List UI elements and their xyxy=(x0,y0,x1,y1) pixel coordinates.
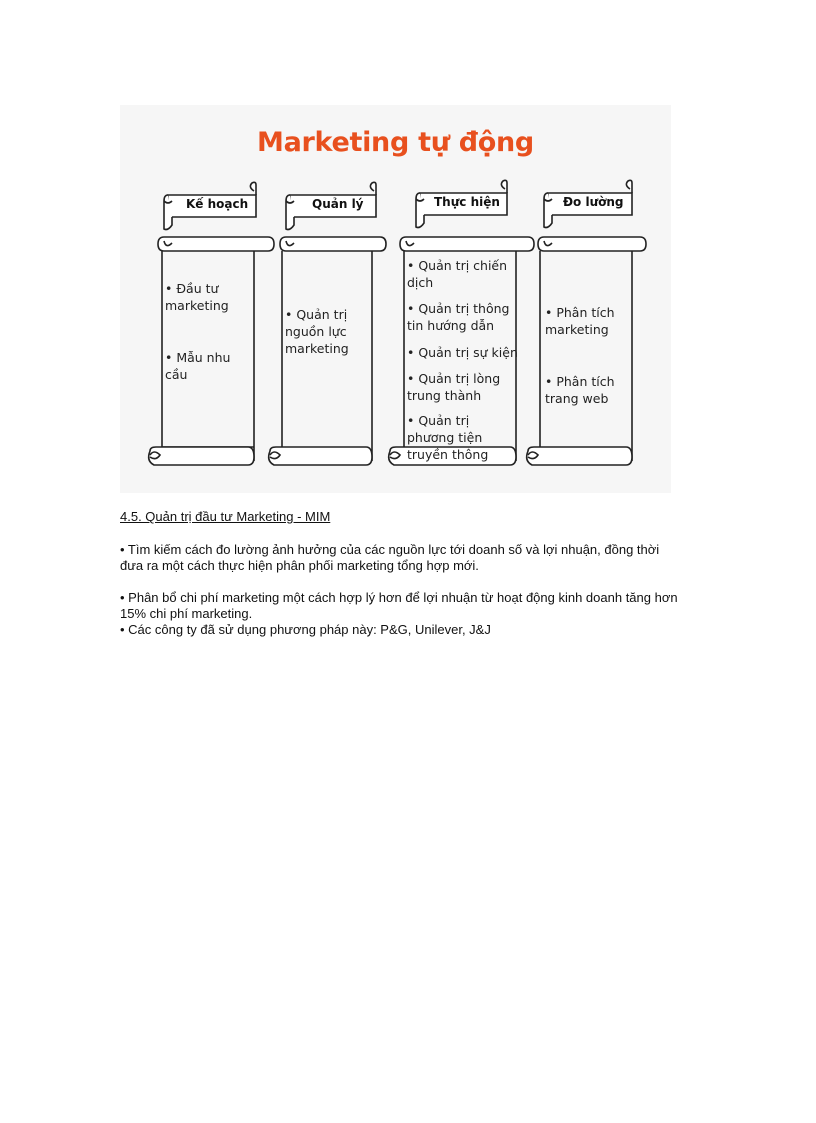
section-heading[interactable]: 4.5. Quản trị đầu tư Marketing - MIM xyxy=(120,509,331,524)
figure-title: Marketing tự động xyxy=(257,127,534,158)
header-ke-hoach: Kế hoạch xyxy=(186,197,249,211)
paragraph-3: • Các công ty đã sử dụng phương pháp này: P&G, Unilever, J&J xyxy=(120,622,491,637)
bullet-item: • Phân tích trang web xyxy=(545,374,615,406)
bullet-item: • Phân tích marketing xyxy=(545,305,615,337)
header-thuc-hien: Thực hiện xyxy=(434,195,500,209)
bullet-item: • Quản trị sự kiện xyxy=(407,345,518,360)
header-do-luong: Đo lường xyxy=(563,195,624,209)
paragraph-2-line-2: 15% chi phí marketing. xyxy=(120,606,253,621)
bullet-item: • Quản trị phương tiện truyền thông xyxy=(407,413,489,462)
bullet-item: • Quản trị nguồn lực marketing xyxy=(285,307,349,356)
paragraph-1 xyxy=(120,542,659,574)
bullet-item: • Quản trị chiến dịch xyxy=(407,258,508,290)
bullet-item: • Đầu tư marketing xyxy=(165,281,229,313)
body-scroll-4 xyxy=(527,237,646,465)
paragraph-1-line-2: đưa ra một cách thực hiện phân phối marketing tổng hợp mới. xyxy=(120,558,479,573)
paragraph-2 xyxy=(120,590,678,638)
bullet-item: • Mẫu nhu cầu xyxy=(165,350,231,382)
paragraph-1-line-1: • Tìm kiếm cách đo lường ảnh hưởng của các nguồn lực tới doanh số và lợi nhuận, đồng thời xyxy=(120,542,660,557)
bullet-item: • Quản trị lòng trung thành xyxy=(407,371,501,403)
marketing-automation-figure xyxy=(120,105,671,493)
header-quan-ly: Quản lý xyxy=(312,197,364,211)
bullet-item: • Quản trị thông tin hướng dẫn xyxy=(407,301,510,333)
paragraph-2-line-1: • Phân bổ chi phí marketing một cách hợp lý hơn để lợi nhuận từ hoạt động kinh doanh tăng hơn xyxy=(120,590,678,605)
